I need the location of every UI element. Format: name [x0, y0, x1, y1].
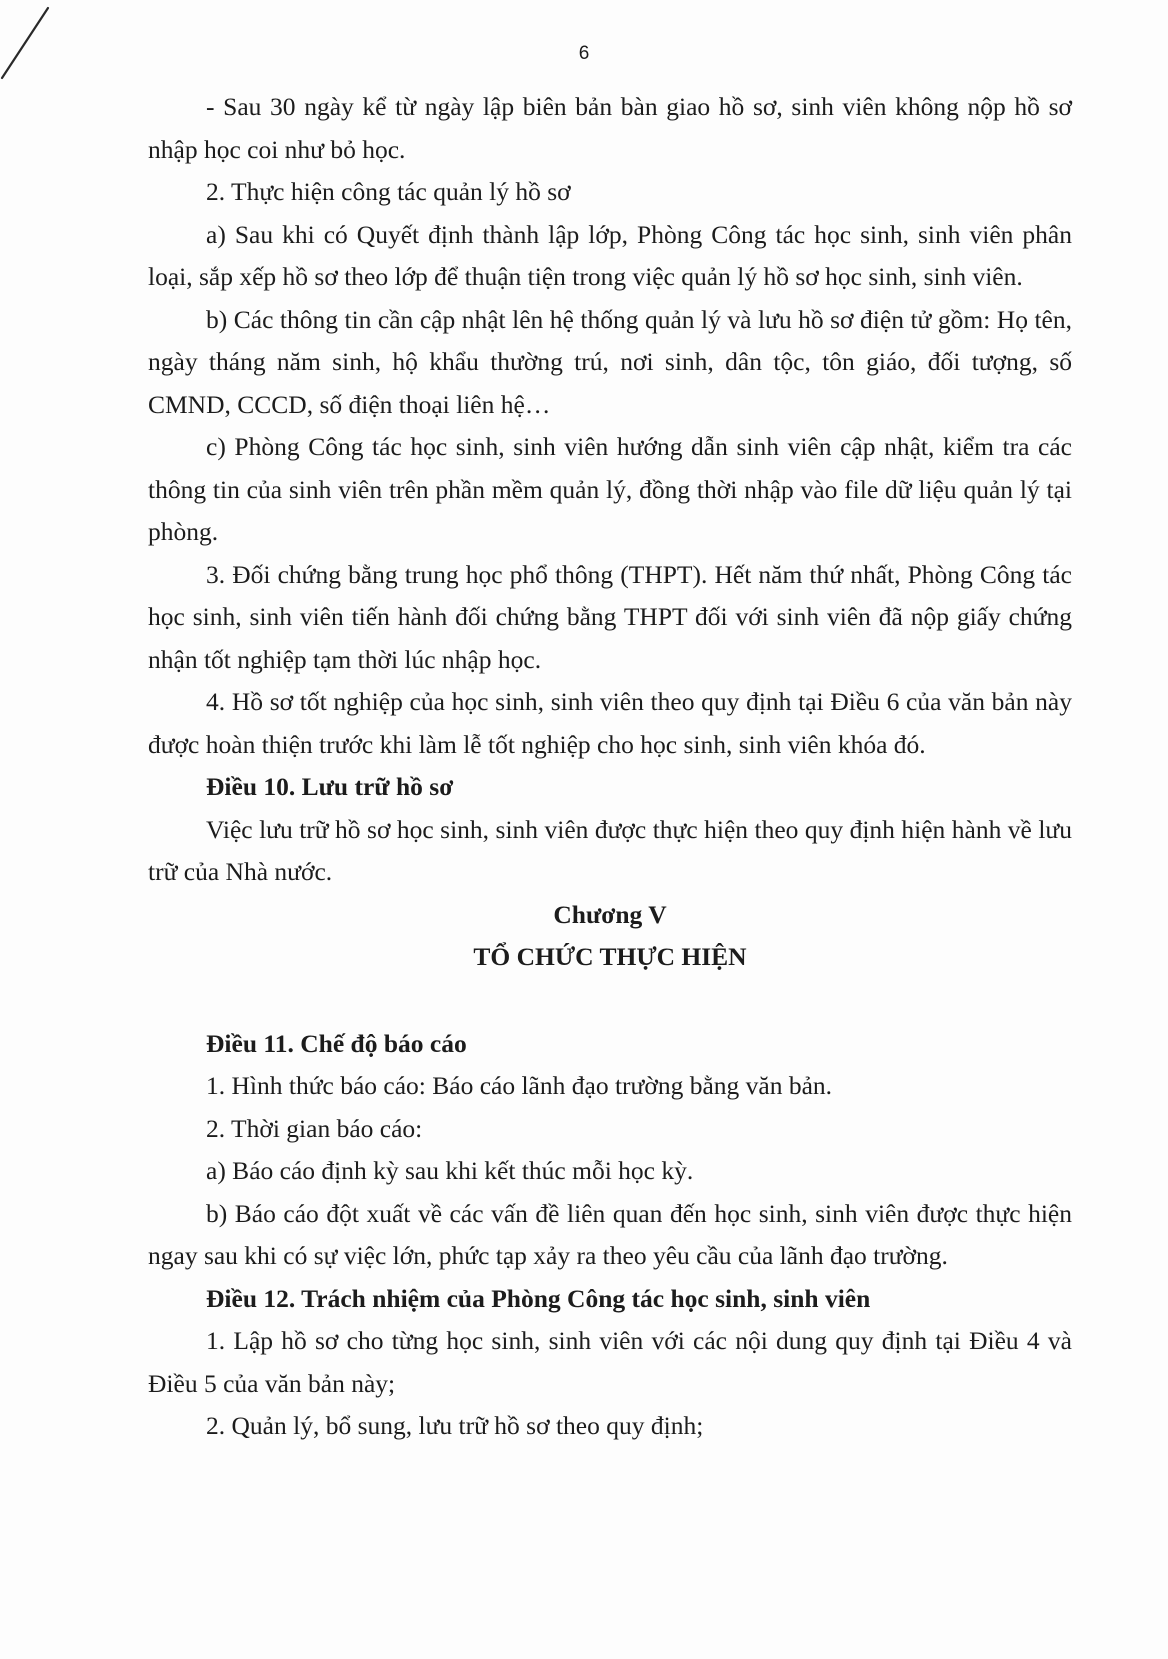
chapter-title: Chương V: [553, 899, 667, 929]
paragraph-archiving: Việc lưu trữ hồ sơ học sinh, sinh viên được thực hiện theo quy định hiện hành về lưu trữ của Nhà nước.: [148, 814, 1072, 886]
paragraph-manage-records: 2. Quản lý, bổ sung, lưu trữ hồ sơ theo quy định;: [206, 1411, 704, 1440]
paragraph-dropout-rule: - Sau 30 ngày kể từ ngày lập biên bản bàn giao hồ sơ, sinh viên không nộp hồ sơ nhập học coi như bỏ học.: [148, 92, 1072, 164]
article-10-heading: Điều 10. Lưu trữ hồ sơ: [206, 772, 454, 801]
paragraph-periodic-report: a) Báo cáo định kỳ sau khi kết thúc mỗi học kỳ.: [206, 1156, 694, 1185]
spacer: [148, 979, 1072, 1023]
paragraph-item-a: a) Sau khi có Quyết định thành lập lớp, Phòng Công tác học sinh, sinh viên phân loại, sắp xếp hồ sơ theo lớp để thuận tiện trong việc quản lý hồ sơ học sinh, sinh viên.: [148, 219, 1072, 291]
paragraph-report-time: 2. Thời gian báo cáo:: [206, 1113, 423, 1143]
chapter-subtitle: TỔ CHỨC THỰC HIỆN: [473, 942, 747, 971]
paragraph-item-c: c) Phòng Công tác học sinh, sinh viên hướng dẫn sinh viên cập nhật, kiểm tra các thông tin của sinh viên trên phần mềm quản lý, đồng thời nhập vào file dữ liệu quản lý tại phòng.: [148, 432, 1072, 546]
article-11-heading: Điều 11. Chế độ báo cáo: [206, 1028, 467, 1058]
paragraph-graduation-records: 4. Hồ sơ tốt nghiệp của học sinh, sinh viên theo quy định tại Điều 6 của văn bản này được hoàn thiện trước khi làm lễ tốt nghiệp cho học sinh, sinh viên khóa đó.: [148, 687, 1072, 759]
page-number: 6: [578, 43, 590, 64]
paragraph-item-b: b) Các thông tin cần cập nhật lên hệ thống quản lý và lưu hồ sơ điện tử gồm: Họ tên, ngày tháng năm sinh, hộ khẩu thường trú, nơi sinh, dân tộc, tôn giáo, đối tượng, số CMND, CCCD, số điện thoại liên hệ…: [148, 304, 1072, 419]
article-12-heading: Điều 12. Trách nhiệm của Phòng Công tác học sinh, sinh viên: [206, 1283, 871, 1313]
paragraph-adhoc-report: b) Báo cáo đột xuất về các vấn đề liên quan đến học sinh, sinh viên được thực hiện ngay sau khi có sự việc lớn, phức tạp xảy ra theo yêu cầu của lãnh đạo trường.: [148, 1198, 1072, 1270]
paragraph-diploma-check: 3. Đối chứng bằng trung học phổ thông (THPT). Hết năm thứ nhất, Phòng Công tác học sinh, sinh viên tiến hành đối chứng bằng THPT đối với sinh viên đã nộp giấy chứng nhận tốt nghiệp tạm thời lúc nhập học.: [148, 559, 1072, 674]
paragraph-create-records: 1. Lập hồ sơ cho từng học sinh, sinh viên với các nội dung quy định tại Điều 4 và Điều 5 của văn bản này;: [148, 1326, 1072, 1398]
paragraph-report-form: 1. Hình thức báo cáo: Báo cáo lãnh đạo trường bằng văn bản.: [206, 1071, 833, 1100]
paragraph-records-management: 2. Thực hiện công tác quản lý hồ sơ: [206, 177, 571, 206]
document-body: [148, 86, 1072, 1448]
